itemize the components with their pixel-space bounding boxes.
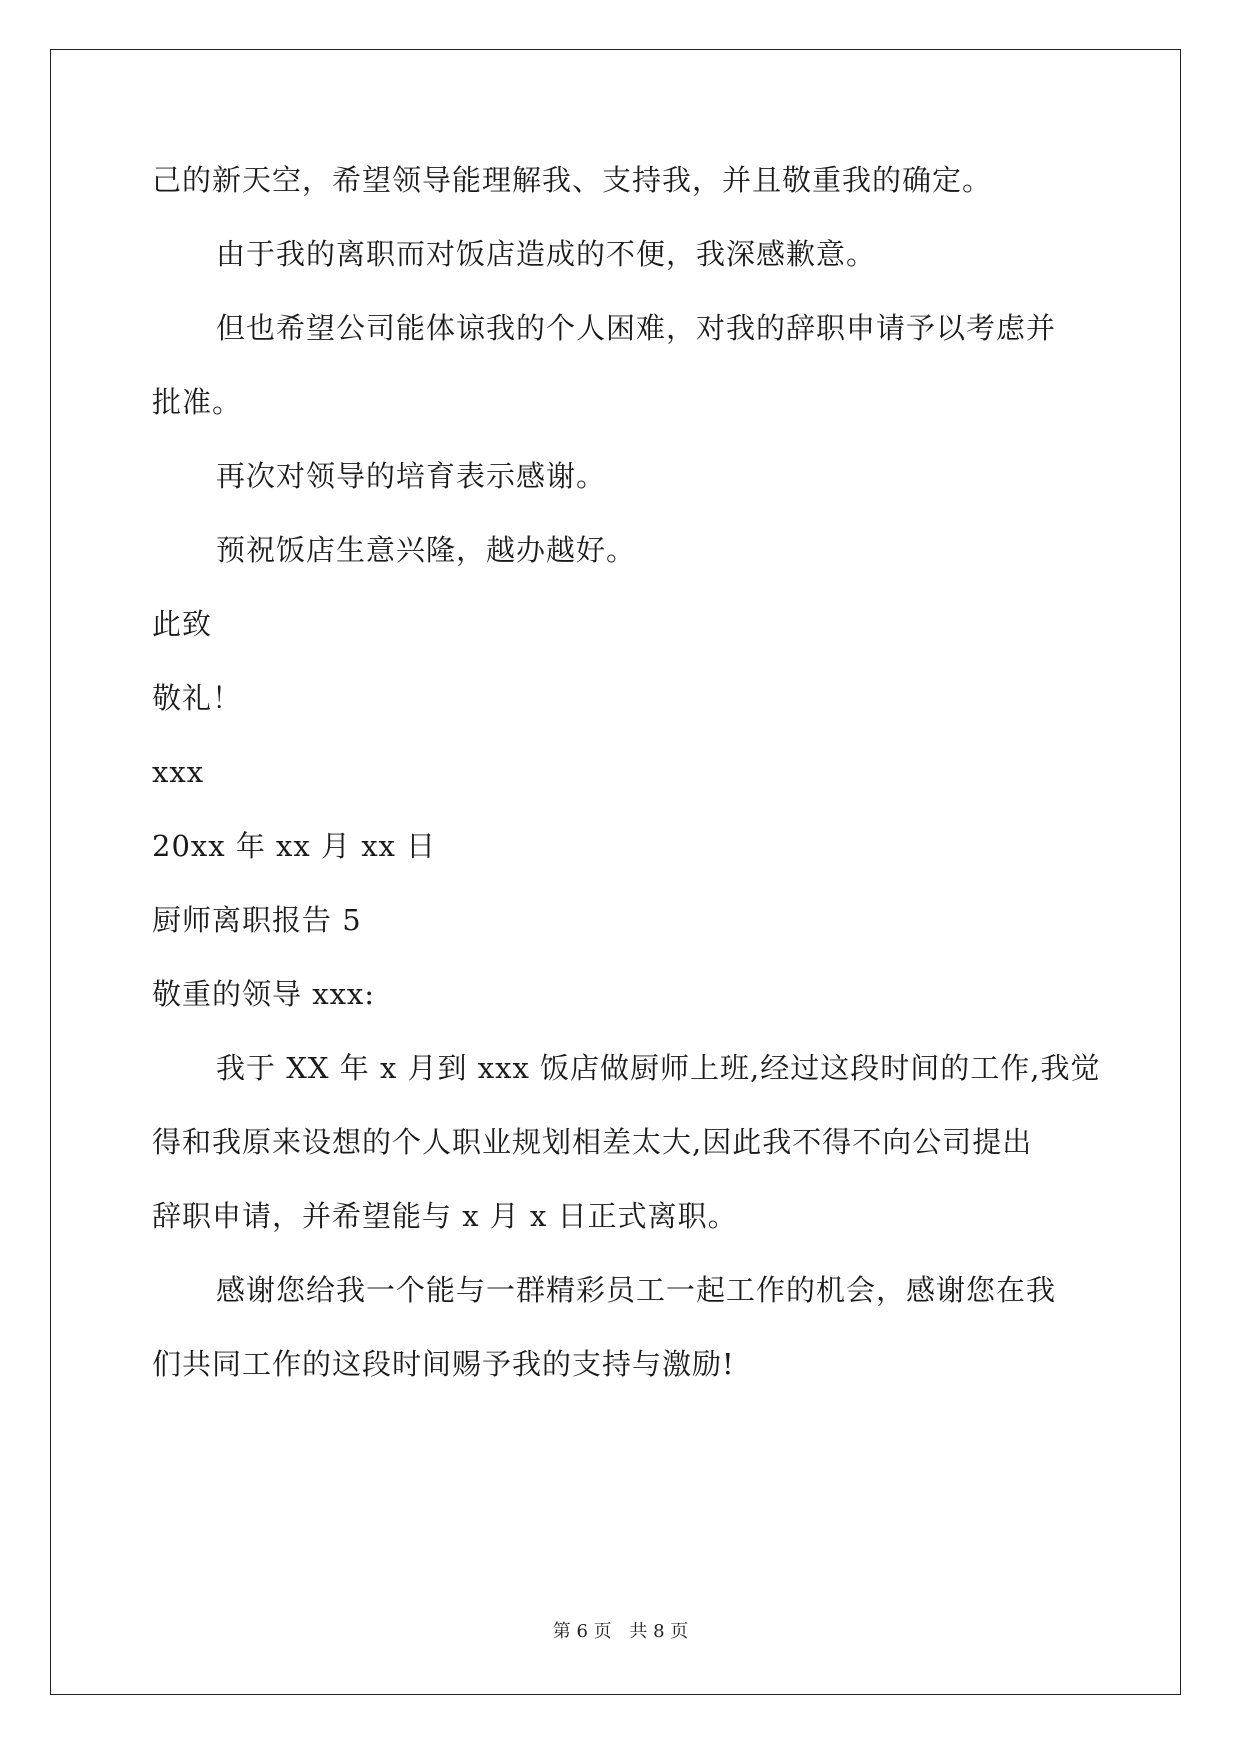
page-total: 共 8 页	[629, 1621, 689, 1642]
closing-regards: 敬礼！	[152, 681, 243, 715]
text-line: 己的新天空，希望领导能理解我、支持我，并且敬重我的确定。	[152, 163, 993, 197]
page-border	[50, 49, 1181, 1695]
closing-salutation: 此致	[152, 607, 213, 641]
text-line: 我于 XX 年 x 月到 xxx 饭店做厨师上班,经过这段时间的工作,我觉	[216, 1051, 1101, 1085]
signature-date: 20xx 年 xx 月 xx 日	[152, 829, 437, 863]
text-line: 再次对领导的培育表示感谢。	[216, 459, 607, 493]
section-title: 厨师离职报告 5	[152, 903, 362, 937]
page-footer	[0, 1617, 1241, 1643]
page-number: 第 6 页	[552, 1621, 612, 1642]
text-line: 由于我的离职而对饭店造成的不便，我深感歉意。	[216, 237, 877, 271]
text-line: 得和我原来设想的个人职业规划相差太大,因此我不得不向公司提出	[152, 1125, 1033, 1159]
signature-name: xxx	[152, 755, 205, 789]
text-line: 辞职申请，并希望能与 x 月 x 日正式离职。	[152, 1199, 738, 1233]
text-line: 但也希望公司能体谅我的个人困难，对我的辞职申请予以考虑并	[216, 311, 1057, 345]
text-line: 批准。	[152, 385, 243, 419]
text-line: 们共同工作的这段时间赐予我的支持与激励!	[152, 1347, 735, 1381]
text-line: 感谢您给我一个能与一群精彩员工一起工作的机会，感谢您在我	[216, 1273, 1057, 1307]
letter-greeting: 敬重的领导 xxx:	[152, 977, 376, 1011]
text-line: 预祝饭店生意兴隆，越办越好。	[216, 533, 637, 567]
